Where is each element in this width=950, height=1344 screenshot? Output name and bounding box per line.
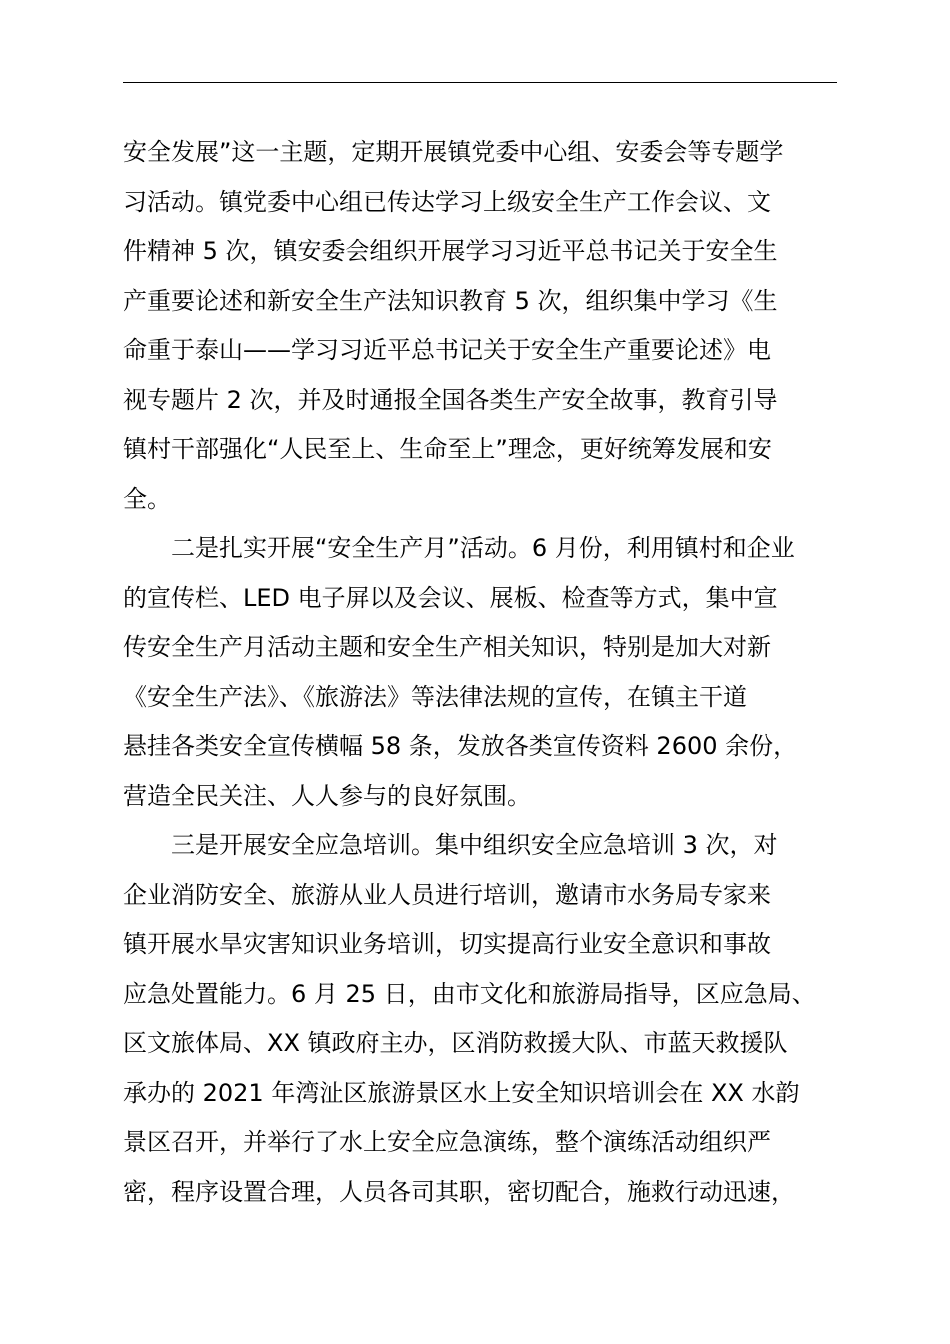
text-line: 件精神 5 次，镇安委会组织开展学习习近平总书记关于安全生 — [123, 237, 778, 265]
text-line: 营造全民关注、人人参与的良好氛围。 — [123, 781, 531, 810]
text-line: 传安全生产月活动主题和安全生产相关知识，特别是加大对新 — [123, 633, 771, 661]
text-line: 《安全生产法》、《旅游法》等法律法规的宣传，在镇主干道 — [123, 682, 747, 711]
text-line: 安全发展”这一主题，定期开展镇党委中心组、安委会等专题学 — [123, 138, 784, 166]
text-line: 密，程序设置合理，人员各司其职，密切配合，施救行动迅速， — [123, 1177, 795, 1206]
text-line: 区文旅体局、XX 镇政府主办，区消防救援大队、市蓝天救援队 — [123, 1029, 788, 1057]
header-rule — [123, 82, 837, 83]
text-line: 镇村干部强化“人民至上、生命至上”理念，更好统筹发展和安 — [123, 435, 772, 463]
text-line: 视专题片 2 次，并及时通报全国各类生产安全故事，教育引导 — [123, 385, 778, 414]
text-line: 承办的 2021 年湾沚区旅游景区水上安全知识培训会在 XX 水韵 — [123, 1078, 800, 1107]
text-line: 全。 — [123, 484, 171, 513]
text-line: 命重于泰山——学习习近平总书记关于安全生产重要论述》电 — [123, 336, 771, 364]
paragraph-first-line: 三是开展安全应急培训。集中组织安全应急培训 3 次，对 — [171, 831, 778, 859]
text-line: 产重要论述和新安全生产法知识教育 5 次，组织集中学习《生 — [123, 286, 778, 315]
text-line: 应急处置能力。6 月 25 日，由市文化和旅游局指导，区应急局、 — [123, 979, 816, 1008]
paragraph-first-line: 二是扎实开展“安全生产月”活动。6 月份，利用镇村和企业 — [171, 534, 795, 562]
text-line: 镇开展水旱灾害知识业务培训，切实提高行业安全意识和事故 — [123, 930, 771, 958]
text-line: 企业消防安全、旅游从业人员进行培训，邀请市水务局专家来 — [123, 880, 771, 909]
document-body — [123, 128, 837, 1217]
text-line: 的宣传栏、LED 电子屏以及会议、展板、检查等方式，集中宣 — [123, 583, 778, 612]
text-line: 景区召开，并举行了水上安全应急演练，整个演练活动组织严 — [123, 1128, 771, 1156]
text-line: 悬挂各类安全宣传横幅 58 条，发放各类宣传资料 2600 余份， — [123, 732, 798, 760]
text-line: 习活动。镇党委中心组已传达学习上级安全生产工作会议、文 — [123, 187, 771, 216]
